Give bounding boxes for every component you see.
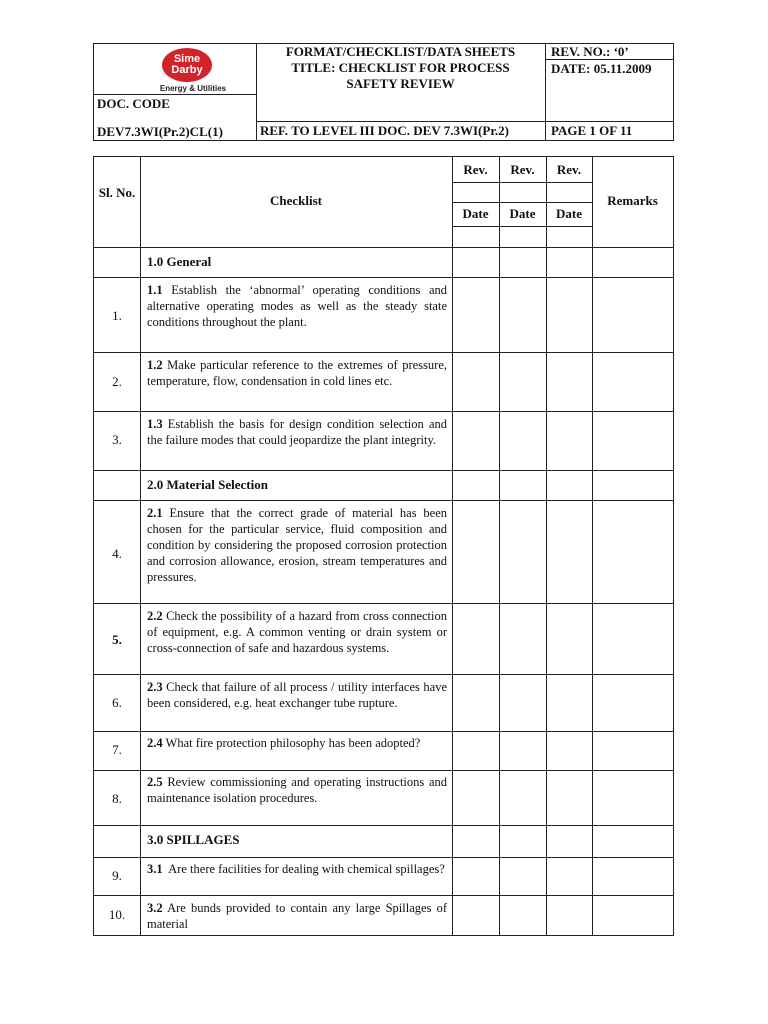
row-divider <box>94 470 673 471</box>
serial-number: 9. <box>112 868 122 883</box>
item-number: 2.2 <box>147 609 163 623</box>
format-line: FORMAT/CHECKLIST/DATA SHEETS <box>285 44 516 59</box>
item-text: Make particular reference to the extremes of pressure, temperature, flow, condensation in cold lines etc. <box>147 358 447 388</box>
column-header-remarks: Remarks <box>607 193 658 208</box>
item-number: 1.3 <box>147 417 163 431</box>
item-text: Establish the ‘abnormal’ operating conditions and alternative operating modes as well as the steady state conditions throughout the plant. <box>147 283 447 329</box>
column-divider <box>592 157 593 935</box>
section-title: 3.0 SPILLAGES <box>147 832 240 847</box>
checklist-table <box>93 156 674 936</box>
header-subline <box>452 182 592 183</box>
checklist-item <box>147 505 447 585</box>
doc-code-value: DEV7.3WI(Pr.2)CL(1) <box>97 124 223 139</box>
item-number: 3.1 <box>147 862 163 876</box>
item-text: Check that failure of all process / utility interfaces have been considered, e.g. heat exchanger tube rupture. <box>147 680 448 710</box>
checklist-item <box>147 735 447 751</box>
checklist-item <box>147 861 447 877</box>
company-logo <box>154 48 227 96</box>
item-text: Review commissioning and operating instructions and maintenance isolation procedures. <box>147 775 447 805</box>
doc-code-label: DOC. CODE <box>97 96 170 111</box>
column-header-date: Date <box>509 206 536 221</box>
serial-number: 10. <box>108 907 126 922</box>
column-divider <box>499 157 500 935</box>
item-number: 2.5 <box>147 775 163 789</box>
doc-date: DATE: 05.11.2009 <box>551 61 652 76</box>
page-number: PAGE 1 OF 11 <box>551 123 633 138</box>
header-divider <box>256 121 674 122</box>
row-divider <box>94 603 673 604</box>
item-text: Are bunds provided to contain any large Spillages of material <box>147 901 447 931</box>
column-header-rev: Rev. <box>510 162 535 177</box>
header-divider <box>545 59 674 60</box>
row-divider <box>94 277 673 278</box>
row-divider <box>94 674 673 675</box>
column-header-date: Date <box>556 206 582 221</box>
row-divider <box>94 857 673 858</box>
section-title: 1.0 General <box>147 254 212 269</box>
row-divider <box>94 352 673 353</box>
checklist-item <box>147 900 447 932</box>
column-divider <box>140 157 141 935</box>
checklist-item <box>147 679 447 711</box>
checklist-item <box>147 774 447 806</box>
serial-number: 2. <box>112 374 122 389</box>
serial-number: 5. <box>112 632 122 647</box>
logo-brand: Sime Darby <box>171 53 203 76</box>
row-divider <box>94 825 673 826</box>
title-line-1: TITLE: CHECKLIST FOR PROCESS <box>291 60 510 75</box>
document-header <box>93 43 674 141</box>
item-text: Are there facilities for dealing with chemical spillages? <box>162 862 445 876</box>
column-divider <box>452 157 453 935</box>
serial-number: 7. <box>112 742 122 757</box>
item-number: 2.1 <box>147 506 163 520</box>
ref-line: REF. TO LEVEL III DOC. DEV 7.3WI(Pr.2) <box>260 123 509 138</box>
serial-number: 8. <box>112 791 122 806</box>
row-divider <box>94 411 673 412</box>
logo-division: Energy & Utilities <box>159 84 227 93</box>
row-divider <box>94 500 673 501</box>
item-number: 1.1 <box>147 283 163 297</box>
column-header-date: Date <box>462 206 489 221</box>
section-title: 2.0 Material Selection <box>147 477 268 492</box>
row-divider <box>94 731 673 732</box>
row-divider <box>94 247 673 248</box>
item-text: Establish the basis for design condition selection and the failure modes that could jeopardize the plant integrity. <box>147 417 447 447</box>
checklist-item <box>147 282 447 330</box>
item-text: Ensure that the correct grade of material has been chosen for the particular service, fluid composition and condition by considering the proposed corrosion protection and corrosion allowance, erosion, stream temperatures and pressures. <box>147 506 448 584</box>
column-header-checklist: Checklist <box>270 193 322 208</box>
checklist-item <box>147 416 447 448</box>
column-header-rev: Rev. <box>556 162 582 177</box>
header-subline <box>452 226 592 227</box>
column-divider <box>546 157 547 935</box>
rev-no: REV. NO.: ‘0’ <box>551 44 629 59</box>
item-text: What fire protection philosophy has been adopted? <box>165 736 421 750</box>
serial-number: 4. <box>112 546 122 561</box>
column-header-sl-no: Sl. No. <box>98 185 136 200</box>
item-text: Check the possibility of a hazard from cross connection of equipment, e.g. A common venting or drain system or cross-connection of safe and hazardous systems. <box>147 609 447 655</box>
checklist-item <box>147 608 447 656</box>
row-divider <box>94 895 673 896</box>
serial-number: 3. <box>112 432 122 447</box>
title-line-2: SAFETY REVIEW <box>346 76 455 91</box>
item-number: 2.4 <box>147 736 163 750</box>
serial-number: 1. <box>112 308 122 323</box>
item-number: 1.2 <box>147 358 163 372</box>
item-number: 2.3 <box>147 680 163 694</box>
header-subline <box>452 202 592 203</box>
serial-number: 6. <box>112 695 122 710</box>
column-header-rev: Rev. <box>463 162 488 177</box>
logo-mark <box>162 48 212 82</box>
row-divider <box>94 770 673 771</box>
checklist-item <box>147 357 447 389</box>
item-number: 3.2 <box>147 901 163 915</box>
